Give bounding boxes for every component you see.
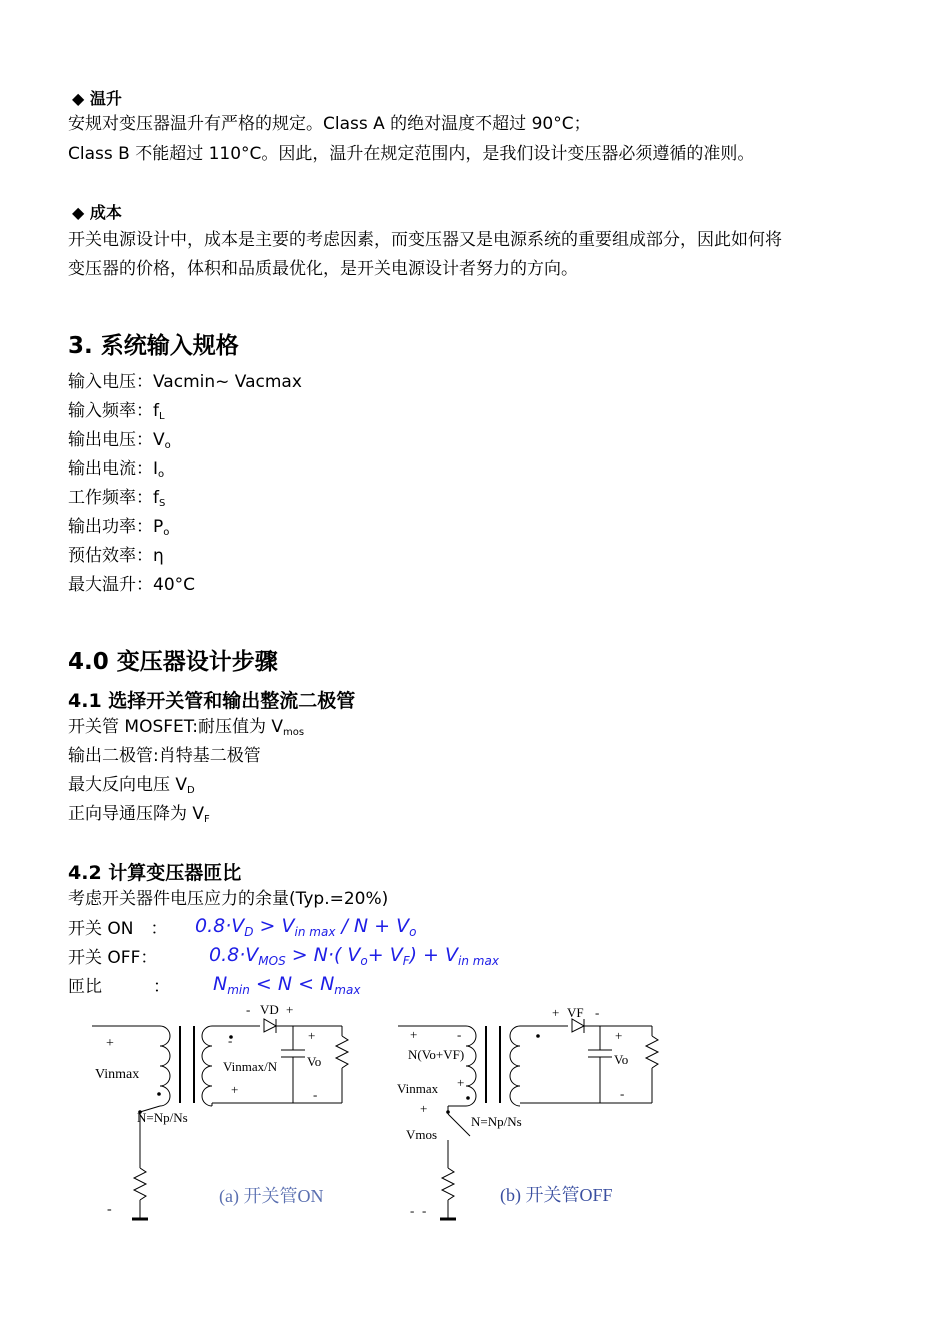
right-vf-minus: - [595, 1005, 600, 1020]
section-title-temperature: ◆ 温升 [72, 89, 122, 108]
reverse-voltage-line: 最大反向电压 $V_D$ [68, 775, 195, 796]
right-prim-plus: + [410, 1027, 418, 1042]
right-vo-label: Vo [614, 1052, 629, 1067]
spec-label: 输出电流： [68, 459, 153, 479]
left-sec-plus: + [231, 1082, 239, 1097]
spec-label: 输入频率： [68, 401, 153, 421]
right-turns-ratio-label: N=Np/Ns [471, 1114, 522, 1129]
right-prim-minus: - [457, 1027, 462, 1042]
right-vo-minus: - [620, 1086, 625, 1101]
spec-label: 输出电压： [68, 430, 153, 450]
section-heading-3: 3. 系统输入规格 [68, 333, 239, 359]
spec-label: 输出功率： [68, 517, 153, 537]
left-vo-label: Vo [307, 1054, 322, 1069]
left-vinmax-label: Vinmax [95, 1067, 140, 1082]
spec-subscript: S [159, 498, 166, 509]
caption-switch-on: (a) 开关管ON [219, 1186, 324, 1206]
left-vd-label: VD [260, 1002, 279, 1017]
spec-label: 最大温升： [68, 575, 153, 595]
mosfet-line: 开关管 MOSFET:耐压值为 $V_{mos}$ [68, 717, 305, 738]
right-vmos-label: Vmos [406, 1127, 438, 1142]
spec-label: 工作频率： [68, 488, 153, 508]
spec-value: f [153, 488, 159, 508]
spec-subscript: o [164, 440, 171, 451]
spec-value: f [153, 401, 159, 421]
right-vinmax-label: Vinmax [397, 1081, 439, 1096]
paragraph-line: 安规对变压器温升有严格的规定。Class A 的绝对温度不超过 90°C； [68, 114, 591, 134]
left-vo-plus: + [308, 1028, 316, 1043]
spec-subscript: o [158, 469, 165, 480]
right-vf-label: VF [567, 1005, 584, 1020]
spec-value: V [153, 430, 165, 450]
paragraph-line: Class B 不能超过 110°C。因此，温升在规定范围内，是我们设计变压器必须遵循的准则。 [68, 144, 755, 164]
left-turns-ratio-label: N=Np/Ns [137, 1110, 188, 1125]
left-vd-plus: + [286, 1002, 294, 1017]
right-vin-plus: + [457, 1075, 465, 1090]
right-minus-1: - [410, 1203, 415, 1218]
diode-line: 输出二极管:肖特基二极管 [68, 746, 261, 766]
section-title-cost: ◆ 成本 [72, 203, 122, 222]
spec-value: Vacmin~ Vacmax [153, 372, 302, 392]
spec-value: P [153, 517, 164, 537]
margin-intro: 考虑开关器件电压应力的余量(Typ.=20%) [68, 889, 389, 909]
right-reflected-voltage-label: N(Vo+VF) [408, 1047, 465, 1062]
paragraph-line: 开关电源设计中，成本是主要的考虑因素，而变压器又是电源系统的重要组成部分，因此如何将 [68, 230, 782, 250]
spec-value: η [153, 546, 164, 566]
spec-label: 输入电压： [68, 372, 153, 392]
subsection-heading-4-1: 4.1 选择开关管和输出整流二极管 [68, 690, 356, 712]
left-vd-minus: - [246, 1002, 251, 1017]
right-vo-plus: + [615, 1028, 623, 1043]
section-heading-4: 4.0 变压器设计步骤 [68, 649, 278, 675]
equation-switch-off: $0.8\cdot V_{MOS} > N\cdot$( $V_o+ V_F) + V_{in max}$ [209, 944, 499, 968]
left-sec-minus: - [228, 1033, 233, 1048]
paragraph-line: 变压器的价格，体积和品质最优化，是开关电源设计者努力的方向。 [68, 259, 578, 279]
right-minus-2: - [422, 1203, 427, 1218]
switch-on-label: 开关 ON ： [68, 919, 168, 939]
switch-off-label: 开关 OFF： [68, 948, 158, 968]
spec-value: I [153, 459, 159, 479]
right-vmos-plus: + [420, 1101, 428, 1116]
caption-switch-off: (b) 开关管OFF [500, 1185, 613, 1205]
equation-turns-ratio: $N_{min} < N < N_{max}$ [213, 973, 361, 997]
spec-label: 预估效率： [68, 546, 153, 566]
subsection-heading-4-2: 4.2 计算变压器匝比 [68, 862, 242, 884]
left-secondary-voltage-label: Vinmax/N [223, 1059, 278, 1074]
right-vf-plus: + [552, 1005, 560, 1020]
spec-subscript: L [159, 411, 165, 422]
turns-ratio-label: 匝比 ： [68, 977, 170, 997]
left-minus-sign: - [107, 1202, 112, 1217]
left-vo-minus: - [313, 1087, 318, 1102]
spec-subscript: o [163, 527, 170, 538]
forward-drop-line: 正向导通压降为 $V_F$ [68, 804, 210, 825]
equation-switch-on: $0.8\cdot V_D > V_{in max} / N + V_o$ [195, 915, 417, 939]
spec-value: 40°C [153, 575, 196, 595]
left-plus-sign: + [106, 1036, 114, 1051]
